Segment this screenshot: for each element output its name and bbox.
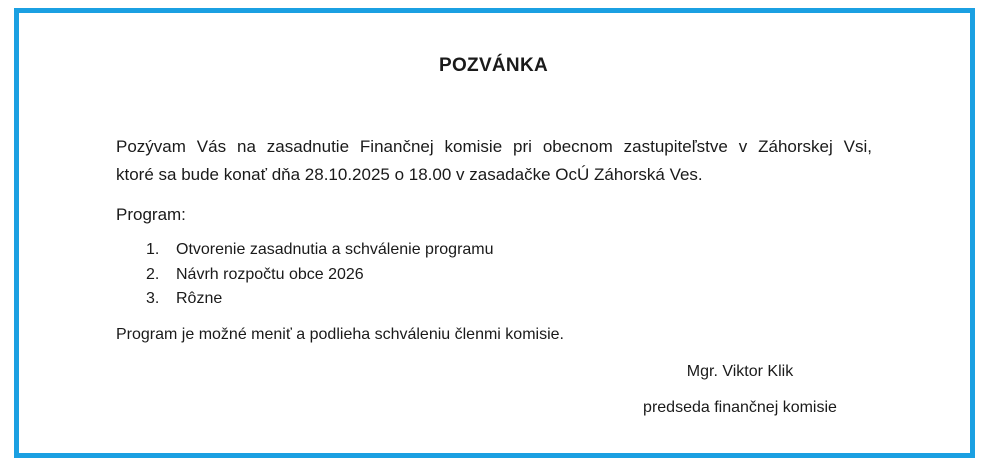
document-title: POZVÁNKA xyxy=(438,55,548,76)
list-item-text: Otvorenie zasadnutia a schválenie programu xyxy=(176,241,494,258)
list-item-number: 1. xyxy=(146,241,160,258)
program-list xyxy=(146,238,494,312)
list-item xyxy=(146,287,494,312)
signature-name: Mgr. Viktor Klik xyxy=(686,363,794,380)
invitation-line-2: ktoré sa bude konať dňa 28.10.2025 o 18.00 v zasadačke OcÚ Záhorská Ves. xyxy=(116,165,703,184)
list-item-text: Návrh rozpočtu obce 2026 xyxy=(176,265,364,283)
invitation-paragraph xyxy=(116,133,872,189)
list-item-number: 2. xyxy=(146,265,160,283)
program-label: Program: xyxy=(116,205,186,224)
list-item-number: 3. xyxy=(146,290,160,307)
list-item xyxy=(146,238,494,263)
signature-role: predseda finančnej komisie xyxy=(643,399,837,416)
closing-note: Program je možné meniť a podlieha schváleniu členmi komisie. xyxy=(116,326,564,343)
list-item xyxy=(146,263,494,288)
invitation-line-1: Pozývam Vás na zasadnutie Finančnej komisie pri obecnom zastupiteľstve v Záhorskej Vsi, xyxy=(116,137,872,156)
list-item-text: Rôzne xyxy=(176,290,223,307)
